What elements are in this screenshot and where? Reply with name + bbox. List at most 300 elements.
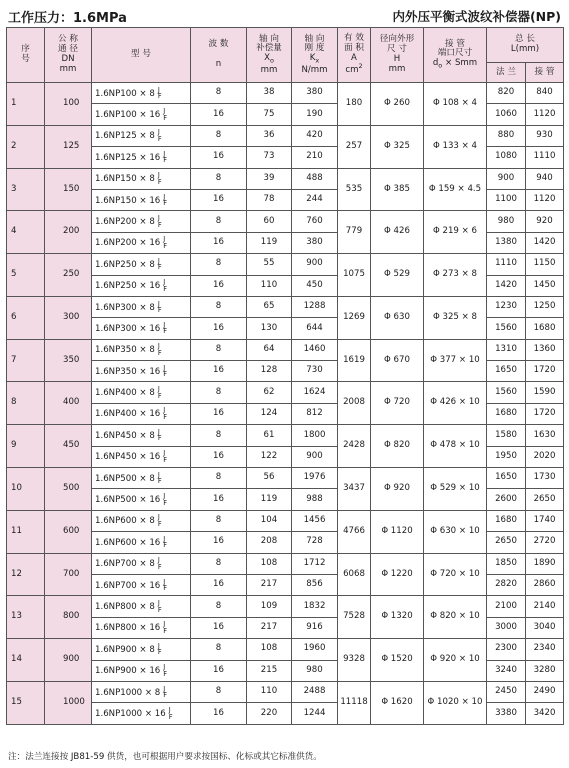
col-header-outer-dim: 径向外形 尺 寸 H mm <box>371 28 424 83</box>
flange-length-cell: 1310 <box>487 339 526 360</box>
table-row <box>7 211 564 232</box>
pipe-length-cell: 1250 <box>526 296 564 317</box>
model-cell: 1.6NP600 × 16 J F <box>92 532 191 553</box>
seq-cell: 9 <box>7 425 45 468</box>
pipe-length-cell: 2490 <box>526 681 564 702</box>
table-row <box>7 382 564 403</box>
flange-length-cell: 2100 <box>487 596 526 617</box>
displacement-cell: 110 <box>247 681 292 702</box>
pipe-length-cell: 1360 <box>526 339 564 360</box>
outer-dim-cell: Φ 385 <box>371 168 424 211</box>
displacement-cell: 61 <box>247 425 292 446</box>
waves-cell: 16 <box>191 489 247 510</box>
outer-dim-cell: Φ 720 <box>371 382 424 425</box>
flange-length-cell: 1680 <box>487 510 526 531</box>
model-suffix: J F <box>157 513 162 528</box>
stiffness-cell: 980 <box>292 660 338 681</box>
model-cell: 1.6NP100 × 16 J F <box>92 104 191 125</box>
displacement-cell: 215 <box>247 660 292 681</box>
displacement-cell: 217 <box>247 617 292 638</box>
waves-cell: 16 <box>191 446 247 467</box>
stiffness-cell: 916 <box>292 617 338 638</box>
port-cell: Φ 133 × 4 <box>424 125 487 168</box>
model-cell: 1.6NP125 × 16 J F <box>92 147 191 168</box>
stiffness-cell: 1456 <box>292 510 338 531</box>
col-header-displacement: 轴 向 补偿量 $X_o$ mm <box>247 28 292 83</box>
model-suffix: J F <box>163 278 168 293</box>
dn-cell: 250 <box>45 254 92 297</box>
seq-cell: 13 <box>7 596 45 639</box>
model-suffix: J F <box>157 641 162 657</box>
model-cell: 1.6NP500 × 16 J F <box>92 489 191 510</box>
model-cell: 1.6NP450 × 8 J F <box>92 425 191 446</box>
model-cell: 1.6NP300 × 16 J F <box>92 318 191 339</box>
waves-cell: 16 <box>191 574 247 595</box>
waves-cell: 8 <box>191 339 247 360</box>
model-cell: 1.6NP900 × 16 J F <box>92 660 191 681</box>
model-cell: 1.6NP700 × 16 J F <box>92 574 191 595</box>
table-row <box>7 510 564 531</box>
waves-cell: 16 <box>191 361 247 382</box>
waves-cell: 8 <box>191 211 247 232</box>
area-cell: 11118 <box>338 681 371 724</box>
model-cell: 1.6NP125 × 8 J F <box>92 125 191 146</box>
area-cell: 1619 <box>338 339 371 382</box>
table-row <box>7 168 564 189</box>
footnote: 注：法兰连接按 JB81-59 供货，也可根据用户要求按国标、化标或其它标准供货。 <box>8 752 322 762</box>
model-cell: 1.6NP350 × 16 J F <box>92 361 191 382</box>
col-header-flange: 法 兰 <box>487 63 526 83</box>
seq-cell: 8 <box>7 382 45 425</box>
flange-length-cell: 980 <box>487 211 526 232</box>
model-suffix: J F <box>163 406 168 422</box>
dn-cell: 800 <box>45 596 92 639</box>
stiffness-cell: 760 <box>292 211 338 232</box>
pipe-length-cell: 1420 <box>526 232 564 253</box>
stiffness-cell: 380 <box>292 83 338 104</box>
dn-cell: 100 <box>45 83 92 126</box>
waves-cell: 16 <box>191 275 247 296</box>
waves-cell: 16 <box>191 617 247 638</box>
outer-dim-cell: Φ 920 <box>371 468 424 511</box>
displacement-cell: 39 <box>247 168 292 189</box>
outer-dim-cell: Φ 630 <box>371 296 424 339</box>
model-cell: 1.6NP900 × 8 J F <box>92 639 191 660</box>
port-cell: Φ 529 × 10 <box>424 468 487 511</box>
outer-dim-cell: Φ 670 <box>371 339 424 382</box>
displacement-cell: 110 <box>247 275 292 296</box>
flange-length-cell: 1100 <box>487 189 526 210</box>
displacement-cell: 55 <box>247 254 292 275</box>
seq-cell: 3 <box>7 168 45 211</box>
waves-cell: 8 <box>191 425 247 446</box>
waves-cell: 16 <box>191 532 247 553</box>
model-cell: 1.6NP400 × 16 J F <box>92 403 191 424</box>
stiffness-cell: 1712 <box>292 553 338 574</box>
displacement-cell: 128 <box>247 361 292 382</box>
port-cell: Φ 478 × 10 <box>424 425 487 468</box>
displacement-cell: 122 <box>247 446 292 467</box>
flange-length-cell: 1680 <box>487 403 526 424</box>
outer-dim-cell: Φ 426 <box>371 211 424 254</box>
outer-dim-cell: Φ 1520 <box>371 639 424 682</box>
model-suffix: J F <box>163 663 168 678</box>
dn-cell: 1000 <box>45 681 92 724</box>
model-cell: 1.6NP200 × 8 J F <box>92 211 191 232</box>
col-header-seq: 序 号 <box>7 28 45 83</box>
pipe-length-cell: 1680 <box>526 318 564 339</box>
pipe-length-cell: 2340 <box>526 639 564 660</box>
dn-cell: 400 <box>45 382 92 425</box>
model-cell: 1.6NP800 × 8 J F <box>92 596 191 617</box>
waves-cell: 16 <box>191 318 247 339</box>
stiffness-cell: 380 <box>292 232 338 253</box>
model-cell: 1.6NP500 × 8 J F <box>92 468 191 489</box>
model-cell: 1.6NP150 × 8 J F <box>92 168 191 189</box>
area-cell: 1269 <box>338 296 371 339</box>
pipe-length-cell: 1110 <box>526 147 564 168</box>
pipe-length-cell: 3280 <box>526 660 564 681</box>
model-suffix: J F <box>163 449 168 464</box>
displacement-cell: 56 <box>247 468 292 489</box>
flange-length-cell: 2600 <box>487 489 526 510</box>
pipe-length-cell: 2860 <box>526 574 564 595</box>
area-cell: 9328 <box>338 639 371 682</box>
table-row <box>7 125 564 146</box>
seq-cell: 7 <box>7 339 45 382</box>
model-suffix: J F <box>157 470 162 486</box>
waves-cell: 8 <box>191 681 247 702</box>
model-cell: 1.6NP400 × 8 J F <box>92 382 191 403</box>
model-cell: 1.6NP700 × 8 J F <box>92 553 191 574</box>
flange-length-cell: 1110 <box>487 254 526 275</box>
model-suffix: J F <box>157 342 162 357</box>
waves-cell: 16 <box>191 703 247 724</box>
dn-cell: 600 <box>45 510 92 553</box>
dn-cell: 150 <box>45 168 92 211</box>
stiffness-cell: 1244 <box>292 703 338 724</box>
area-cell: 4766 <box>338 510 371 553</box>
outer-dim-cell: Φ 1620 <box>371 681 424 724</box>
port-cell: Φ 820 × 10 <box>424 596 487 639</box>
pipe-length-cell: 1150 <box>526 254 564 275</box>
table-row <box>7 639 564 660</box>
model-suffix: J F <box>163 492 168 507</box>
stiffness-cell: 1976 <box>292 468 338 489</box>
pipe-length-cell: 930 <box>526 125 564 146</box>
model-cell: 1.6NP300 × 8 J F <box>92 296 191 317</box>
seq-cell: 14 <box>7 639 45 682</box>
stiffness-cell: 644 <box>292 318 338 339</box>
table-row <box>7 254 564 275</box>
flange-length-cell: 2300 <box>487 639 526 660</box>
model-cell: 1.6NP100 × 8 J F <box>92 83 191 104</box>
document-title: 内外压平衡式波纹补偿器(NP) <box>392 9 561 24</box>
model-suffix: J F <box>157 85 162 101</box>
col-header-model: 型 号 <box>92 28 191 83</box>
col-header-area: 有 效 面 积 A $cm^2$ <box>338 28 371 83</box>
dn-cell: 500 <box>45 468 92 511</box>
stiffness-cell: 1800 <box>292 425 338 446</box>
col-header-stiffness: 轴 向 刚 度 $K_x$ N/mm <box>292 28 338 83</box>
waves-cell: 8 <box>191 83 247 104</box>
stiffness-cell: 728 <box>292 532 338 553</box>
col-header-port: 接 管 端口尺寸 $d_o$ × Smm <box>424 28 487 83</box>
stiffness-cell: 1460 <box>292 339 338 360</box>
outer-dim-cell: Φ 325 <box>371 125 424 168</box>
displacement-cell: 65 <box>247 296 292 317</box>
waves-cell: 16 <box>191 189 247 210</box>
displacement-cell: 108 <box>247 553 292 574</box>
pipe-length-cell: 2020 <box>526 446 564 467</box>
dn-cell: 700 <box>45 553 92 596</box>
pipe-length-cell: 1730 <box>526 468 564 489</box>
model-suffix: J F <box>163 684 168 700</box>
waves-cell: 8 <box>191 382 247 403</box>
pipe-length-cell: 3420 <box>526 703 564 724</box>
outer-dim-cell: Φ 529 <box>371 254 424 297</box>
port-cell: Φ 377 × 10 <box>424 339 487 382</box>
displacement-cell: 119 <box>247 232 292 253</box>
flange-length-cell: 1650 <box>487 361 526 382</box>
flange-length-cell: 3380 <box>487 703 526 724</box>
pipe-length-cell: 1120 <box>526 104 564 125</box>
stiffness-cell: 450 <box>292 275 338 296</box>
flange-length-cell: 880 <box>487 125 526 146</box>
flange-length-cell: 1420 <box>487 275 526 296</box>
flange-length-cell: 1080 <box>487 147 526 168</box>
outer-dim-cell: Φ 1220 <box>371 553 424 596</box>
table-row <box>7 468 564 489</box>
waves-cell: 8 <box>191 639 247 660</box>
outer-dim-cell: Φ 260 <box>371 83 424 126</box>
seq-cell: 2 <box>7 125 45 168</box>
flange-length-cell: 2650 <box>487 532 526 553</box>
displacement-cell: 208 <box>247 532 292 553</box>
model-suffix: J F <box>163 235 168 250</box>
flange-length-cell: 3240 <box>487 660 526 681</box>
pipe-length-cell: 1590 <box>526 382 564 403</box>
model-suffix: J F <box>157 213 162 229</box>
dn-cell: 200 <box>45 211 92 254</box>
waves-cell: 8 <box>191 125 247 146</box>
seq-cell: 10 <box>7 468 45 511</box>
model-suffix: J F <box>163 363 168 379</box>
flange-length-cell: 2450 <box>487 681 526 702</box>
flange-length-cell: 1950 <box>487 446 526 467</box>
displacement-cell: 36 <box>247 125 292 146</box>
area-cell: 535 <box>338 168 371 211</box>
model-cell: 1.6NP450 × 16 J F <box>92 446 191 467</box>
outer-dim-cell: Φ 1120 <box>371 510 424 553</box>
stiffness-cell: 730 <box>292 361 338 382</box>
seq-cell: 1 <box>7 83 45 126</box>
model-suffix: J F <box>157 598 162 614</box>
displacement-cell: 130 <box>247 318 292 339</box>
model-cell: 1.6NP800 × 16 J F <box>92 617 191 638</box>
pipe-length-cell: 1720 <box>526 361 564 382</box>
stiffness-cell: 900 <box>292 446 338 467</box>
pipe-length-cell: 1720 <box>526 403 564 424</box>
displacement-cell: 64 <box>247 339 292 360</box>
displacement-cell: 220 <box>247 703 292 724</box>
port-cell: Φ 920 × 10 <box>424 639 487 682</box>
flange-length-cell: 1650 <box>487 468 526 489</box>
seq-cell: 12 <box>7 553 45 596</box>
model-suffix: J F <box>157 171 162 186</box>
table-row <box>7 553 564 574</box>
pipe-length-cell: 840 <box>526 83 564 104</box>
stiffness-cell: 900 <box>292 254 338 275</box>
displacement-cell: 38 <box>247 83 292 104</box>
flange-length-cell: 2820 <box>487 574 526 595</box>
model-suffix: J F <box>168 705 173 721</box>
flange-length-cell: 1850 <box>487 553 526 574</box>
model-suffix: J F <box>157 299 162 315</box>
area-cell: 2008 <box>338 382 371 425</box>
waves-cell: 8 <box>191 468 247 489</box>
displacement-cell: 119 <box>247 489 292 510</box>
area-cell: 257 <box>338 125 371 168</box>
flange-length-cell: 820 <box>487 83 526 104</box>
dn-cell: 300 <box>45 296 92 339</box>
area-cell: 1075 <box>338 254 371 297</box>
model-suffix: J F <box>157 256 162 272</box>
spec-table <box>6 27 564 725</box>
stiffness-cell: 856 <box>292 574 338 595</box>
stiffness-cell: 190 <box>292 104 338 125</box>
port-cell: Φ 159 × 4.5 <box>424 168 487 211</box>
stiffness-cell: 1624 <box>292 382 338 403</box>
flange-length-cell: 1560 <box>487 382 526 403</box>
table-row <box>7 339 564 360</box>
pipe-length-cell: 2140 <box>526 596 564 617</box>
model-suffix: J F <box>163 192 168 208</box>
stiffness-cell: 1288 <box>292 296 338 317</box>
pipe-length-cell: 3040 <box>526 617 564 638</box>
stiffness-cell: 812 <box>292 403 338 424</box>
stiffness-cell: 420 <box>292 125 338 146</box>
dn-cell: 450 <box>45 425 92 468</box>
pipe-length-cell: 920 <box>526 211 564 232</box>
dn-cell: 900 <box>45 639 92 682</box>
flange-length-cell: 1380 <box>487 232 526 253</box>
col-header-length: 总 长 L(mm) <box>487 28 564 63</box>
model-suffix: J F <box>157 385 162 400</box>
flange-length-cell: 1560 <box>487 318 526 339</box>
waves-cell: 16 <box>191 104 247 125</box>
model-cell: 1.6NP200 × 16 J F <box>92 232 191 253</box>
model-suffix: J F <box>163 577 168 593</box>
stiffness-cell: 488 <box>292 168 338 189</box>
flange-length-cell: 3000 <box>487 617 526 638</box>
outer-dim-cell: Φ 820 <box>371 425 424 468</box>
col-header-pipe: 接 管 <box>526 63 564 83</box>
model-cell: 1.6NP600 × 8 J F <box>92 510 191 531</box>
displacement-cell: 104 <box>247 510 292 531</box>
area-cell: 3437 <box>338 468 371 511</box>
working-pressure: 工作压力：1.6MPa <box>8 11 127 26</box>
port-cell: Φ 325 × 8 <box>424 296 487 339</box>
dn-cell: 350 <box>45 339 92 382</box>
area-cell: 2428 <box>338 425 371 468</box>
pipe-length-cell: 1890 <box>526 553 564 574</box>
port-cell: Φ 1020 × 10 <box>424 681 487 724</box>
waves-cell: 16 <box>191 660 247 681</box>
model-suffix: J F <box>163 534 168 550</box>
waves-cell: 8 <box>191 510 247 531</box>
seq-cell: 5 <box>7 254 45 297</box>
pipe-length-cell: 1630 <box>526 425 564 446</box>
displacement-cell: 75 <box>247 104 292 125</box>
waves-cell: 16 <box>191 403 247 424</box>
displacement-cell: 124 <box>247 403 292 424</box>
dn-cell: 125 <box>45 125 92 168</box>
waves-cell: 8 <box>191 296 247 317</box>
port-cell: Φ 108 × 4 <box>424 83 487 126</box>
pipe-length-cell: 2650 <box>526 489 564 510</box>
area-cell: 779 <box>338 211 371 254</box>
table-row <box>7 296 564 317</box>
model-cell: 1.6NP250 × 16 J F <box>92 275 191 296</box>
outer-dim-cell: Φ 1320 <box>371 596 424 639</box>
model-cell: 1.6NP250 × 8 J F <box>92 254 191 275</box>
flange-length-cell: 1060 <box>487 104 526 125</box>
port-cell: Φ 630 × 10 <box>424 510 487 553</box>
table-row <box>7 596 564 617</box>
port-cell: Φ 426 × 10 <box>424 382 487 425</box>
flange-length-cell: 1580 <box>487 425 526 446</box>
pipe-length-cell: 1740 <box>526 510 564 531</box>
area-cell: 7528 <box>338 596 371 639</box>
displacement-cell: 62 <box>247 382 292 403</box>
area-cell: 180 <box>338 83 371 126</box>
stiffness-cell: 1832 <box>292 596 338 617</box>
table-row <box>7 83 564 104</box>
col-header-waves: 波 数 n <box>191 28 247 83</box>
port-cell: Φ 219 × 6 <box>424 211 487 254</box>
pipe-length-cell: 940 <box>526 168 564 189</box>
waves-cell: 8 <box>191 168 247 189</box>
displacement-cell: 108 <box>247 639 292 660</box>
port-cell: Φ 720 × 10 <box>424 553 487 596</box>
stiffness-cell: 2488 <box>292 681 338 702</box>
stiffness-cell: 1960 <box>292 639 338 660</box>
flange-length-cell: 900 <box>487 168 526 189</box>
waves-cell: 8 <box>191 254 247 275</box>
model-suffix: J F <box>157 556 162 571</box>
model-suffix: J F <box>163 106 168 122</box>
waves-cell: 16 <box>191 232 247 253</box>
displacement-cell: 217 <box>247 574 292 595</box>
model-cell: 1.6NP1000 × 8 J F <box>92 681 191 702</box>
model-cell: 1.6NP1000 × 16 J F <box>92 703 191 724</box>
model-cell: 1.6NP150 × 16 J F <box>92 189 191 210</box>
col-header-dn: 公 称 通 径 DN mm <box>45 28 92 83</box>
displacement-cell: 78 <box>247 189 292 210</box>
flange-length-cell: 1230 <box>487 296 526 317</box>
displacement-cell: 60 <box>247 211 292 232</box>
seq-cell: 15 <box>7 681 45 724</box>
seq-cell: 11 <box>7 510 45 553</box>
waves-cell: 8 <box>191 553 247 574</box>
stiffness-cell: 244 <box>292 189 338 210</box>
waves-cell: 8 <box>191 596 247 617</box>
model-suffix: J F <box>163 320 168 336</box>
stiffness-cell: 210 <box>292 147 338 168</box>
displacement-cell: 109 <box>247 596 292 617</box>
table-row <box>7 425 564 446</box>
